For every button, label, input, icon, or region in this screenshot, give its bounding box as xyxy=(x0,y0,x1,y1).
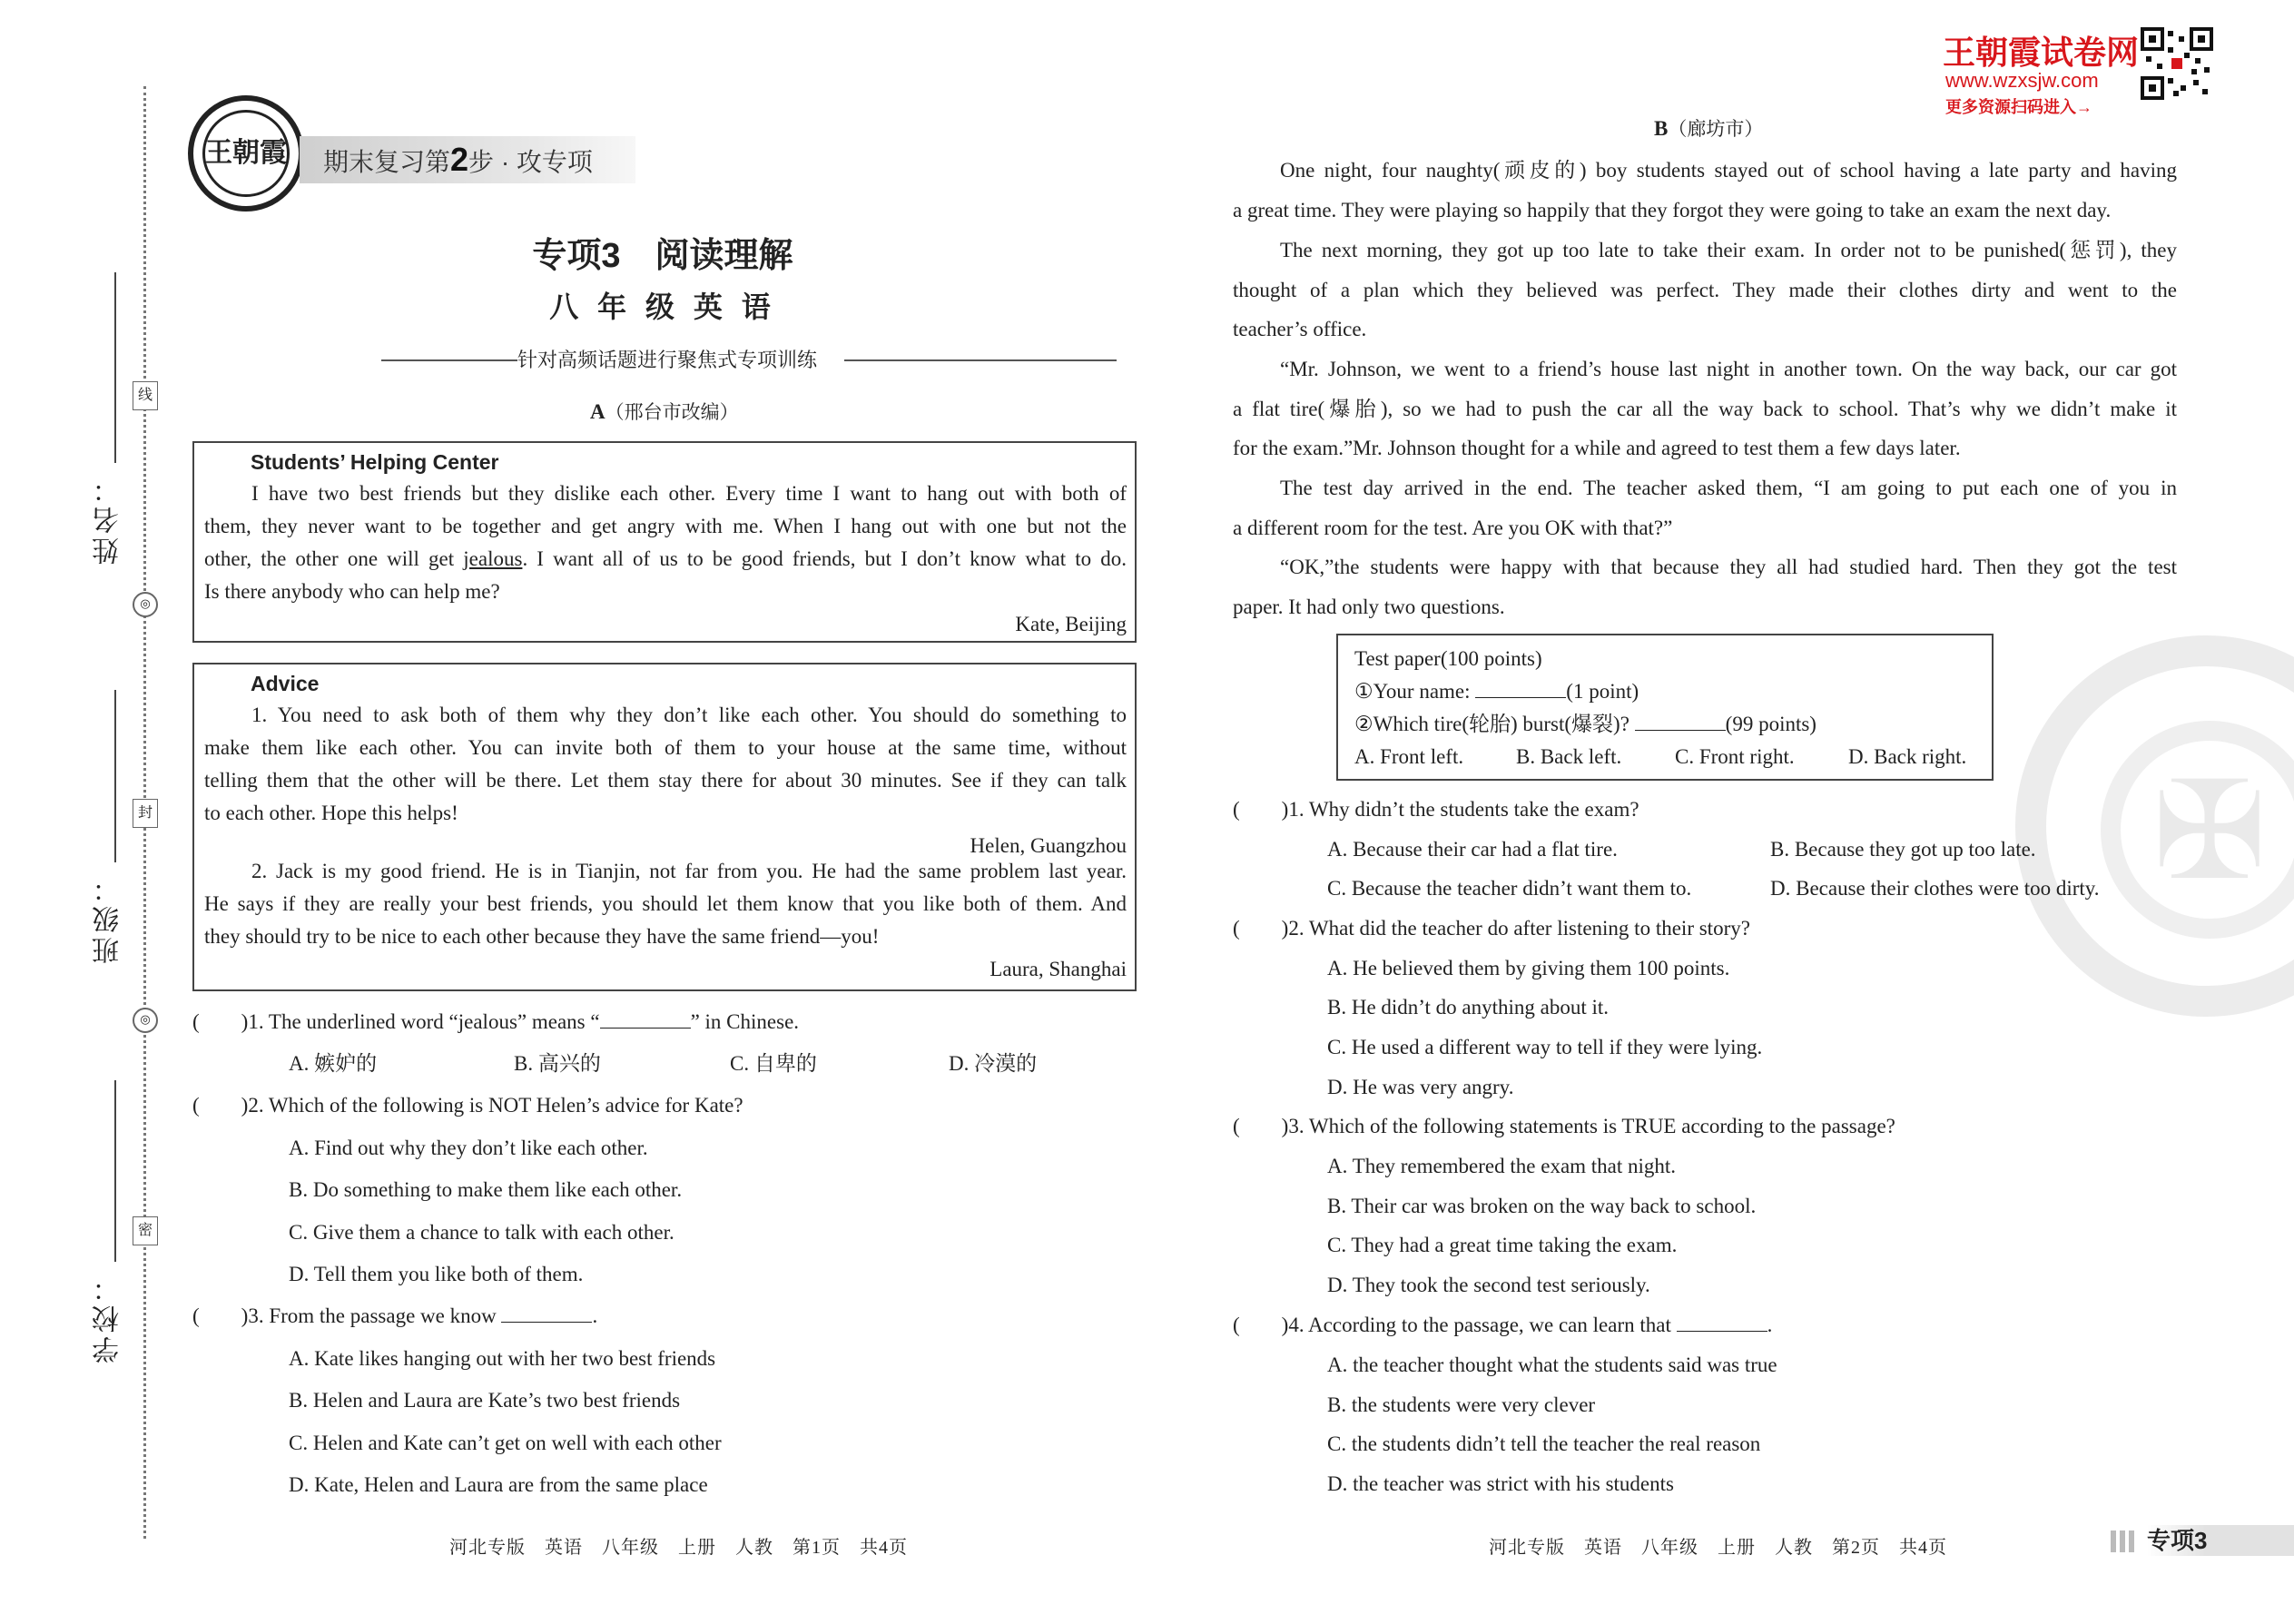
binding-hole-icon: ◎ xyxy=(133,1008,158,1033)
advice-p2-line-2: He says if they are really your best friends, you should let them know that you like both of them. And xyxy=(204,892,1127,915)
question-a2 xyxy=(192,1089,743,1122)
watermark-seal-icon: ✠ xyxy=(2015,635,2294,1017)
answer-paren[interactable]: ( ) xyxy=(1233,798,1289,821)
option-b2-d[interactable]: D. He was very angry. xyxy=(1327,1076,1514,1098)
option-a3-d[interactable]: D. Kate, Helen and Laura are from the same place xyxy=(289,1473,708,1496)
passage-p5-line-1: “OK,”the students were happy with that because they all had studied hard. Then they got the test xyxy=(1280,556,2177,578)
option-b2-b[interactable]: B. He didn’t do anything about it. xyxy=(1327,996,1610,1019)
test-q2-label: ②Which tire(轮胎) burst(爆裂)? xyxy=(1354,713,1635,735)
letter-line-3-start: other, the other one will get xyxy=(204,547,464,570)
divider-right xyxy=(844,359,1117,361)
question-stem: 1. Why didn’t the students take the exam? xyxy=(1288,798,1639,821)
option-b4-c[interactable]: C. the students didn’t tell the teacher the real reason xyxy=(1327,1432,1761,1455)
passage-p5-line-2: paper. It had only two questions. xyxy=(1233,595,1505,618)
question-b1 xyxy=(1233,793,1639,826)
question-stem-end: . xyxy=(592,1304,598,1327)
option-b2-c[interactable]: C. He used a different way to tell if they were lying. xyxy=(1327,1036,1763,1058)
section-b-letter: B xyxy=(1654,117,1669,140)
test-paper-q2 xyxy=(1354,708,1816,741)
footer-right: 河北专版 英语 八年级 上册 人教 第2页 共4页 xyxy=(1489,1538,1947,1558)
section-a-source: （邢台市改编） xyxy=(605,401,739,423)
option-a2-a[interactable]: A. Find out why they don’t like each other. xyxy=(289,1137,648,1159)
option-b1-a[interactable]: A. Because their car had a flat tire. xyxy=(1327,838,1618,861)
passage-p4-line-1: The test day arrived in the end. The teacher asked them, “I am going to put each one of you in xyxy=(1280,477,2177,499)
advice-p2-line-1: 2. Jack is my good friend. He is in Tianjin, not far from you. He had the same problem last year. xyxy=(251,860,1127,882)
question-stem-end: . xyxy=(1767,1314,1773,1336)
question-a3 xyxy=(192,1300,597,1333)
option-b3-b[interactable]: B. Their car was broken on the way back to school. xyxy=(1327,1195,1757,1217)
test-paper-opt-c: C. Front right. xyxy=(1675,745,1795,768)
option-b2-a[interactable]: A. He believed them by giving them 100 points. xyxy=(1327,957,1730,979)
advice-p1-line-3: telling them that the other will be there. Let them stay there for about 30 minutes. See if they can talk xyxy=(204,769,1127,792)
test-paper-opt-b: B. Back left. xyxy=(1516,745,1622,768)
advice-p1-line-2: make them like each other. You can invite both of them to your house at the same time, without xyxy=(204,736,1127,759)
passage-p3-line-3: for the exam.”Mr. Johnson thought for a while and agreed to test them a few days later. xyxy=(1233,437,1961,459)
underlined-word: jealous xyxy=(463,547,523,570)
option-a1-d[interactable]: D. 冷漠的 xyxy=(949,1052,1038,1075)
option-a3-a[interactable]: A. Kate likes hanging out with her two best friends xyxy=(289,1347,716,1370)
question-stem: 3. From the passage we know xyxy=(248,1304,502,1327)
banner-suffix: 步 · 攻专项 xyxy=(468,148,593,176)
section-a-heading xyxy=(590,398,739,425)
name-label: 姓名： xyxy=(94,472,123,565)
letter-line-2: them, they never want to be together and get angry with me. When I hang out with one but not the xyxy=(204,515,1127,537)
advice-p2-line-3: they should try to be nice to each other because they have the same friend—you! xyxy=(204,925,880,948)
letter-line-1: I have two best friends but they dislike each other. Every time I want to hang out with both of xyxy=(251,482,1127,505)
banner-prefix: 期末复习第 xyxy=(323,148,451,176)
tagline: 针对高频话题进行聚焦式专项训练 xyxy=(517,349,817,371)
answer-paren[interactable]: ( ) xyxy=(192,1304,249,1327)
answer-blank[interactable] xyxy=(501,1304,592,1323)
binding-mark-line: 线 xyxy=(133,381,158,410)
passage-p1-line-1: One night, four naughty(顽皮的) boy students stayed out of school having a late party and having xyxy=(1280,159,2177,182)
question-a1 xyxy=(192,1006,799,1038)
question-stem: 2. Which of the following is NOT Helen’s advice for Kate? xyxy=(248,1094,743,1117)
option-b1-b[interactable]: B. Because they got up too late. xyxy=(1770,838,2036,861)
class-field-line[interactable] xyxy=(114,690,116,862)
question-stem-end: ” in Chinese. xyxy=(690,1010,800,1033)
footer-tag-pattern xyxy=(2111,1530,2138,1552)
qr-code-icon[interactable] xyxy=(2141,27,2213,100)
advice-title: Advice xyxy=(251,672,320,695)
option-b4-a[interactable]: A. the teacher thought what the students said was true xyxy=(1327,1353,1777,1376)
test-paper-opt-d: D. Back right. xyxy=(1848,745,1967,768)
passage-p3-line-2: a flat tire(爆胎), so we had to push the car all the way back to school. That’s why we didn’t make it xyxy=(1233,398,2177,420)
passage-p1-line-2: a great time. They were playing so happily that they forgot they were going to take an exam the next day. xyxy=(1233,199,2112,221)
advice-p1-line-1: 1. You need to ask both of them why they don’t like each other. You should do something to xyxy=(251,704,1127,726)
binding-hole-icon: ◎ xyxy=(133,592,158,617)
option-b4-d[interactable]: D. the teacher was strict with his students xyxy=(1327,1472,1674,1495)
passage-p2-line-2: thought of a plan which they believed was perfect. They made their clothes dirty and went to the xyxy=(1233,279,2177,301)
test-paper-title: Test paper(100 points) xyxy=(1354,647,1542,670)
option-b4-b[interactable]: B. the students were very clever xyxy=(1327,1393,1596,1416)
option-b3-d[interactable]: D. They took the second test seriously. xyxy=(1327,1274,1650,1296)
passage-p3-line-1: “Mr. Johnson, we went to a friend’s house last night in another town. On the way back, our car got xyxy=(1280,358,2177,380)
question-b4 xyxy=(1233,1309,1772,1342)
option-b1-d[interactable]: D. Because their clothes were too dirty. xyxy=(1770,877,2100,900)
test-paper-opt-a: A. Front left. xyxy=(1354,745,1464,768)
answer-paren[interactable]: ( ) xyxy=(192,1010,249,1033)
divider-left xyxy=(381,359,517,361)
answer-blank[interactable] xyxy=(1677,1313,1767,1332)
option-a1-b[interactable]: B. 高兴的 xyxy=(514,1052,601,1075)
name-field-line[interactable] xyxy=(114,272,116,463)
section-a-letter: A xyxy=(590,400,605,423)
test-paper-q1 xyxy=(1354,675,1639,708)
class-label: 班级： xyxy=(94,871,123,964)
advice-p1-signature: Helen, Guangzhou xyxy=(970,834,1127,857)
question-stem: 4. According to the passage, we can learn that xyxy=(1288,1314,1677,1336)
logo-text: 王朝霞 xyxy=(202,110,290,197)
school-field-line[interactable] xyxy=(114,1080,116,1262)
passage-p4-line-2: a different room for the test. Are you OK with that?” xyxy=(1233,517,1673,539)
brand-cta: 更多资源扫码进入→ xyxy=(1945,98,2092,116)
option-a1-c[interactable]: C. 自卑的 xyxy=(730,1052,817,1075)
option-a2-d[interactable]: D. Tell them you like both of them. xyxy=(289,1263,584,1285)
passage-p2-line-3: teacher’s office. xyxy=(1233,318,1367,340)
passage-p2-line-1: The next morning, they got up too late to take their exam. In order not to be punished(惩罚), they xyxy=(1280,239,2177,261)
letter-signature: Kate, Beijing xyxy=(1015,613,1127,635)
brand-logo xyxy=(188,95,304,212)
answer-paren[interactable]: ( ) xyxy=(1233,917,1289,940)
letter-title: Students’ Helping Center xyxy=(251,450,499,474)
option-a1-a[interactable]: A. 嫉妒的 xyxy=(289,1052,378,1075)
school-label: 学校： xyxy=(94,1271,123,1363)
letter-line-4: Is there anybody who can help me? xyxy=(204,580,500,603)
binding-mark-secret: 密 xyxy=(133,1216,158,1245)
letter-line-3-end: . I want all of us to be good friends, but I don’t know what to do. xyxy=(522,547,1127,570)
review-banner xyxy=(300,136,635,183)
brand-url[interactable]: www.wzxsjw.com xyxy=(1945,69,2099,92)
letter-line-3 xyxy=(204,543,1127,576)
question-stem: 1. The underlined word “jealous” means “ xyxy=(248,1010,600,1033)
test-q1-label: ①Your name: xyxy=(1354,680,1476,703)
answer-paren[interactable]: ( ) xyxy=(1233,1115,1289,1137)
page-title: 专项3 阅读理解 xyxy=(532,237,793,275)
section-b-source: （廊坊市） xyxy=(1668,118,1764,140)
test-q1-blank[interactable] xyxy=(1475,679,1566,698)
answer-paren[interactable]: ( ) xyxy=(192,1094,249,1117)
advice-p1-line-4: to each other. Hope this helps! xyxy=(204,802,458,824)
section-b-heading xyxy=(1654,114,1763,142)
option-b1-c[interactable]: C. Because the teacher didn’t want them to. xyxy=(1327,877,1692,900)
page-subtitle: 八 年 级 英 语 xyxy=(549,290,776,323)
option-a2-b[interactable]: B. Do something to make them like each other. xyxy=(289,1178,683,1201)
option-b3-c[interactable]: C. They had a great time taking the exam. xyxy=(1327,1234,1678,1256)
test-q2-points: (99 points) xyxy=(1725,713,1816,735)
option-b3-a[interactable]: A. They remembered the exam that night. xyxy=(1327,1155,1677,1177)
advice-p2-signature: Laura, Shanghai xyxy=(989,958,1127,980)
option-a2-c[interactable]: C. Give them a chance to talk with each other. xyxy=(289,1221,674,1244)
test-q2-blank[interactable] xyxy=(1635,712,1726,731)
binding-mark-seal: 封 xyxy=(133,799,158,828)
brand-name: 王朝霞试卷网 xyxy=(1943,34,2140,71)
footer-tag: 专项3 xyxy=(2147,1525,2294,1556)
question-stem: 2. What did the teacher do after listening to their story? xyxy=(1288,917,1750,940)
question-b2 xyxy=(1233,912,1750,945)
option-a3-b[interactable]: B. Helen and Laura are Kate’s two best friends xyxy=(289,1389,681,1412)
option-a3-c[interactable]: C. Helen and Kate can’t get on well with each other xyxy=(289,1432,722,1454)
question-b3 xyxy=(1233,1110,1895,1143)
footer-left: 河北专版 英语 八年级 上册 人教 第1页 共4页 xyxy=(449,1538,908,1558)
answer-blank[interactable] xyxy=(600,1009,691,1029)
test-q1-points: (1 point) xyxy=(1566,680,1639,703)
answer-paren[interactable]: ( ) xyxy=(1233,1314,1289,1336)
banner-step: 2 xyxy=(450,141,469,178)
question-stem: 3. Which of the following statements is TRUE according to the passage? xyxy=(1288,1115,1895,1137)
